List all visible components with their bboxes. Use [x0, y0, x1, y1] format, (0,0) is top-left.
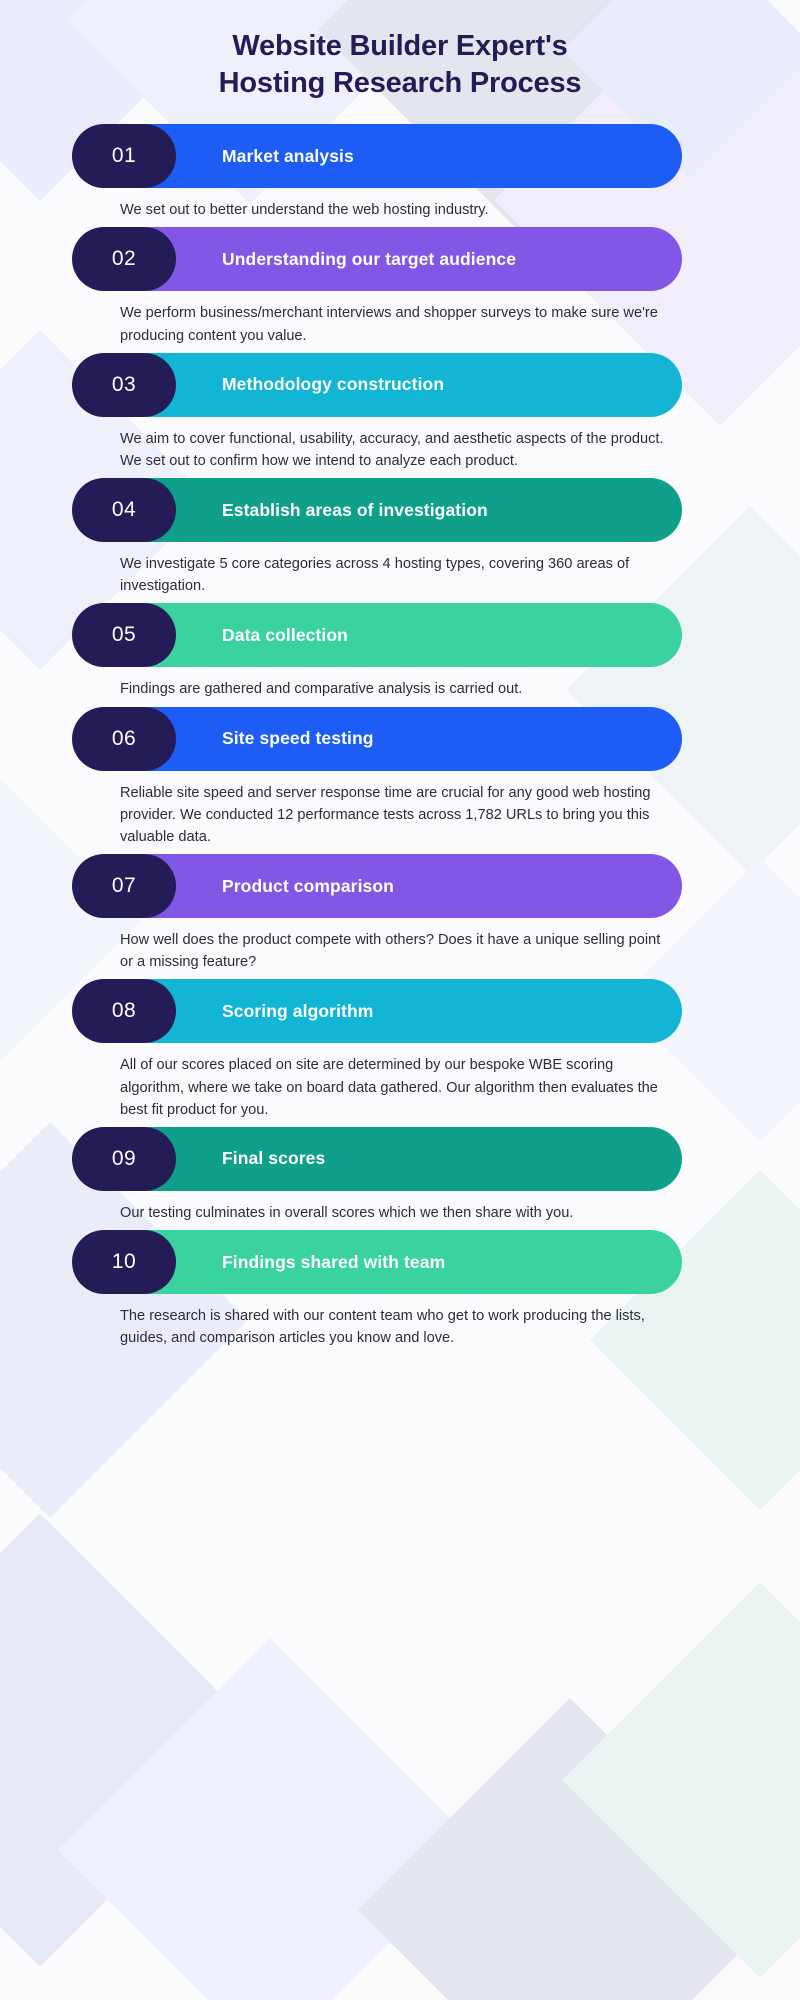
step-bar-wrap	[72, 478, 682, 542]
step-bar-wrap	[72, 353, 682, 417]
step-bar-wrap	[72, 707, 682, 771]
steps-list	[111, 124, 682, 1349]
list-item	[111, 707, 682, 849]
step-number-badge	[72, 979, 176, 1043]
step-number: 07	[111, 874, 137, 898]
step-number: 03	[111, 372, 137, 396]
step-number: 08	[111, 999, 137, 1023]
step-bar	[118, 124, 682, 188]
step-bar-wrap	[72, 603, 682, 667]
step-bar-wrap	[72, 1230, 682, 1294]
step-bar	[118, 1127, 682, 1191]
step-description: Findings are gathered and comparative analysis is carried out.	[120, 681, 523, 698]
step-bar-wrap	[72, 854, 682, 918]
step-label: Final scores	[222, 1148, 326, 1169]
step-label: Data collection	[222, 624, 348, 645]
step-number-badge	[72, 227, 176, 291]
step-bar	[118, 979, 682, 1043]
step-bar	[118, 227, 682, 291]
step-description: How well does the product compete with others? Does it have a unique selling point or a missing feature?	[120, 932, 661, 971]
step-label: Scoring algorithm	[222, 1000, 374, 1021]
step-number-badge	[72, 124, 176, 188]
page-title	[118, 0, 682, 102]
step-number-badge	[72, 707, 176, 771]
step-label: Site speed testing	[222, 728, 374, 749]
step-description: All of our scores placed on site are determined by our bespoke WBE scoring algorithm, where we take on board data gathered. Our algorithm then evaluates the best fit product for you.	[120, 1057, 658, 1118]
step-number: 05	[111, 623, 137, 647]
step-label: Understanding our target audience	[222, 248, 517, 269]
step-bar-wrap	[72, 979, 682, 1043]
step-label: Establish areas of investigation	[222, 499, 488, 520]
step-description: We perform business/merchant interviews and shopper surveys to make sure we're producing content you value.	[120, 305, 658, 344]
step-bar	[118, 478, 682, 542]
step-label: Market analysis	[222, 145, 354, 166]
list-item	[111, 353, 682, 472]
step-description: Reliable site speed and server response time are crucial for any good web hosting provider. We conducted 12 performance tests across 1,782 URLs to bring you this valuable data.	[120, 784, 651, 845]
step-bar-wrap	[72, 227, 682, 291]
page-title-line-2: Hosting Research Process	[218, 67, 582, 100]
step-number-badge	[72, 854, 176, 918]
step-bar	[118, 353, 682, 417]
step-bar-wrap	[72, 1127, 682, 1191]
page-title-line-1: Website Builder Expert's	[232, 30, 568, 62]
step-number: 01	[111, 144, 137, 168]
step-description: We set out to better understand the web hosting industry.	[120, 202, 489, 219]
list-item	[111, 979, 682, 1121]
step-number: 04	[111, 498, 137, 522]
step-description: We investigate 5 core categories across 4 hosting types, covering 360 areas of investigation.	[120, 556, 630, 595]
step-description: Our testing culminates in overall scores which we then share with you.	[120, 1204, 574, 1221]
step-description: The research is shared with our content team who get to work producing the lists, guides, and comparison articles you know and love.	[120, 1308, 645, 1347]
step-label: Findings shared with team	[222, 1251, 446, 1272]
step-number: 02	[111, 247, 137, 271]
list-item	[111, 854, 682, 973]
step-number-badge	[72, 603, 176, 667]
step-bar	[118, 1230, 682, 1294]
step-bar	[118, 603, 682, 667]
step-number-badge	[72, 1127, 176, 1191]
step-number-badge	[72, 478, 176, 542]
step-number: 09	[111, 1146, 137, 1170]
list-item	[111, 1127, 682, 1224]
step-number: 06	[111, 726, 137, 750]
step-label: Methodology construction	[222, 374, 445, 395]
step-number: 10	[111, 1250, 137, 1274]
step-bar	[118, 854, 682, 918]
step-description: We aim to cover functional, usability, accuracy, and aesthetic aspects of the product. We set out to confirm how we intend to analyze each product.	[120, 430, 664, 469]
step-bar-wrap	[72, 124, 682, 188]
step-bar	[118, 707, 682, 771]
list-item	[111, 227, 682, 346]
list-item	[111, 478, 682, 597]
step-number-badge	[72, 353, 176, 417]
step-label: Product comparison	[222, 875, 394, 896]
list-item	[111, 603, 682, 700]
list-item	[111, 1230, 682, 1349]
list-item	[111, 124, 682, 221]
step-number-badge	[72, 1230, 176, 1294]
